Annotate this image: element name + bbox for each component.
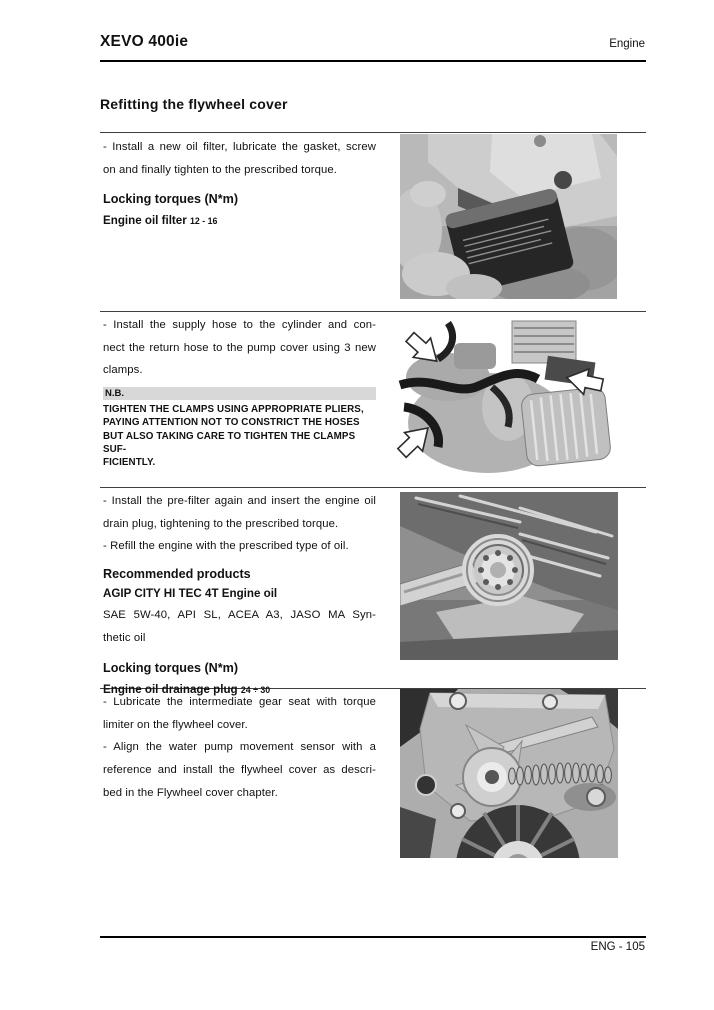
body-line: drain plug, tightening to the prescribed torque. xyxy=(103,517,339,530)
section-oil-filter xyxy=(103,136,376,229)
body-line: - Install the supply hose to the cylinder and con- xyxy=(103,319,376,331)
flywheel-cover-photo-graphic xyxy=(400,689,618,858)
body-line: bed in the Flywheel cover chapter. xyxy=(103,786,278,799)
note-line: TIGHTEN THE CLAMPS USING APPROPRIATE PLIERS, xyxy=(103,404,364,416)
page-title: Refitting the flywheel cover xyxy=(100,96,288,112)
body-line: - Install the pre-filter again and insert the engine oil xyxy=(103,495,376,507)
note-line: FICIENTLY. xyxy=(103,456,156,468)
note-line: BUT ALSO TAKING CARE TO TIGHTEN THE CLAMPS SUF- xyxy=(103,430,356,455)
header-rule xyxy=(100,60,646,62)
nb-label: N.B. xyxy=(103,387,376,400)
section-divider-3 xyxy=(100,487,646,488)
drain-plug-photo-graphic xyxy=(400,492,618,660)
torque-spec xyxy=(103,213,376,229)
note-line: PAYING ATTENTION NOT TO CONSTRICT THE HOSES xyxy=(103,417,360,429)
section-hoses-clamps xyxy=(103,314,376,469)
footer-rule xyxy=(100,936,646,938)
recommended-products-heading: Recommended products xyxy=(103,567,251,582)
warning-note xyxy=(103,403,376,469)
body-line: reference and install the flywheel cover as descri- xyxy=(103,764,376,777)
torque-value: 12 - 16 xyxy=(189,216,218,227)
body-line: clamps. xyxy=(103,364,143,377)
body-line: thetic oil xyxy=(103,631,146,644)
section-oil-refill xyxy=(103,490,376,698)
locking-torques-heading: Locking torques (N*m) xyxy=(103,192,239,207)
header-chapter-label: Engine xyxy=(609,38,645,50)
hose-clamps-photo xyxy=(396,315,618,480)
product-name: AGIP CITY HI TEC 4T Engine oil xyxy=(103,587,278,601)
body-line: limiter on the flywheel cover. xyxy=(103,718,248,731)
header-model-title: XEVO 400ie xyxy=(100,33,189,50)
body-line: - Align the water pump movement sensor with a xyxy=(103,741,376,754)
torque-value: 24 ÷ 30 xyxy=(240,684,271,695)
footer-page-ref: ENG - 105 xyxy=(590,941,645,953)
hose-clamps-photo-graphic xyxy=(396,315,618,480)
torque-item-label: Engine oil filter xyxy=(103,214,187,228)
torque-item-label: Engine oil drainage plug xyxy=(103,682,238,696)
body-line: on and finally tighten to the prescribed torque. xyxy=(103,163,338,176)
section-flywheel-cover xyxy=(103,691,376,805)
section-divider-1 xyxy=(100,132,646,133)
drain-plug-wrench-photo xyxy=(400,492,618,660)
body-line: - Install a new oil filter, lubricate the gasket, screw xyxy=(103,141,376,153)
section-divider-2 xyxy=(100,311,646,312)
oil-filter-installation-photo xyxy=(400,134,617,299)
flywheel-cover-photo xyxy=(400,689,618,858)
body-line: - Refill the engine with the prescribed type of oil. xyxy=(103,540,349,553)
body-line: nect the return hose to the pump cover using 3 new xyxy=(103,341,376,354)
oil-filter-photo-graphic xyxy=(400,134,617,299)
locking-torques-heading: Locking torques (N*m) xyxy=(103,660,239,675)
body-line: - Lubricate the intermediate gear seat with torque xyxy=(103,696,376,708)
body-line: SAE 5W-40, API SL, ACEA A3, JASO MA Syn- xyxy=(103,609,376,622)
